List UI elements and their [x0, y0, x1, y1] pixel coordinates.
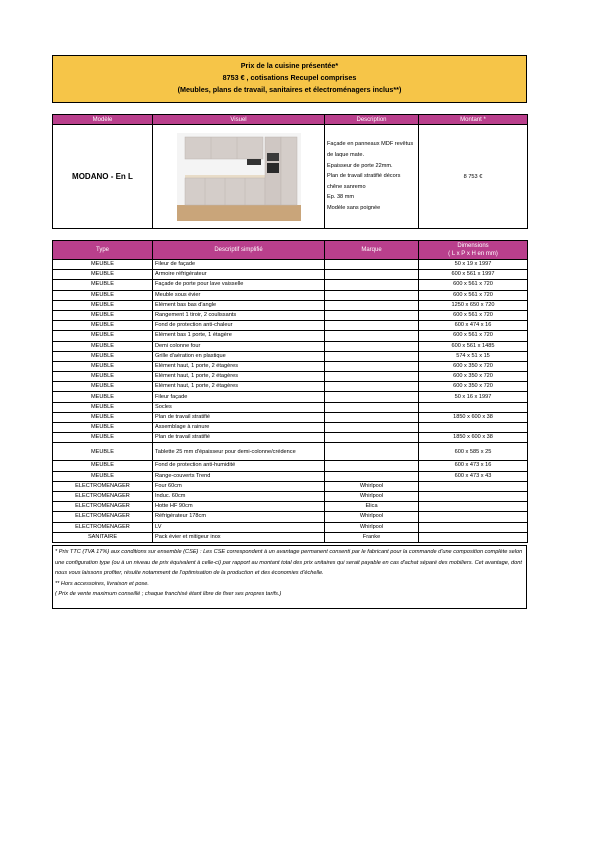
row-brand: Whirlpool: [325, 522, 419, 532]
row-brand: [325, 433, 419, 443]
table-row: [53, 260, 528, 270]
row-dimensions: 1850 x 600 x 38: [419, 433, 528, 443]
kitchen-visual-cell: [153, 125, 325, 229]
price-header-box: [52, 55, 527, 103]
row-dimensions: 600 x 561 x 720: [419, 331, 528, 341]
row-type: MEUBLE: [53, 351, 153, 361]
row-description: Assemblage à rainure: [153, 423, 325, 433]
row-description: Fond de protection anti-chaleur: [153, 321, 325, 331]
row-dimensions: [419, 532, 528, 542]
row-type: MEUBLE: [53, 290, 153, 300]
row-brand: [325, 392, 419, 402]
row-type: MEUBLE: [53, 331, 153, 341]
table-row: [53, 290, 528, 300]
row-description: Hotte HF 90cm: [153, 502, 325, 512]
header-description: Description: [325, 115, 419, 125]
row-dimensions: 1850 x 600 x 38: [419, 412, 528, 422]
row-dimensions: [419, 402, 528, 412]
table-row: [53, 423, 528, 433]
row-brand: [325, 260, 419, 270]
row-brand: [325, 361, 419, 371]
header-amount: Montant *: [419, 115, 528, 125]
table-row: [53, 522, 528, 532]
row-dimensions: 600 x 585 x 25: [419, 443, 528, 461]
footnote-box: [52, 545, 527, 609]
row-description: LV: [153, 522, 325, 532]
row-brand: [325, 461, 419, 471]
row-dimensions: 600 x 350 x 720: [419, 372, 528, 382]
table-row: [53, 491, 528, 501]
row-dimensions: [419, 512, 528, 522]
table-row: [53, 502, 528, 512]
row-description: Plan de travail stratifié: [153, 433, 325, 443]
row-brand: Whirlpool: [325, 491, 419, 501]
table-row: [53, 461, 528, 471]
row-type: ELECTROMENAGER: [53, 481, 153, 491]
row-description: Fileur de façade: [153, 260, 325, 270]
row-dimensions: [419, 522, 528, 532]
row-brand: [325, 270, 419, 280]
model-table-header: [53, 115, 528, 125]
footnote-excluded: ** Hors accessoires, livraison et pose.: [55, 580, 149, 587]
table-row: [53, 392, 528, 402]
row-dimensions: 600 x 474 x 16: [419, 321, 528, 331]
desc-line: Façade en panneaux MDF revêtus de laque mate.: [327, 141, 414, 159]
row-brand: [325, 423, 419, 433]
row-type: ELECTROMENAGER: [53, 491, 153, 501]
row-description: Plan de travail stratifié: [153, 412, 325, 422]
row-description: Elément bas bas d'angle: [153, 300, 325, 310]
price-title: Prix de la cuisine présentée*: [240, 61, 339, 70]
table-row: [53, 321, 528, 331]
table-row: [53, 341, 528, 351]
table-row: [53, 361, 528, 371]
row-brand: Elica: [325, 502, 419, 512]
row-dimensions: 600 x 473 x 43: [419, 471, 528, 481]
row-type: ELECTROMENAGER: [53, 512, 153, 522]
row-description: Meuble sous évier: [153, 290, 325, 300]
row-type: MEUBLE: [53, 471, 153, 481]
table-row: [53, 300, 528, 310]
row-brand: [325, 331, 419, 341]
row-brand: [325, 402, 419, 412]
row-description: Induc. 60cm: [153, 491, 325, 501]
row-brand: [325, 321, 419, 331]
header-model: Modèle: [53, 115, 153, 125]
row-description: Réfrigérateur 178cm: [153, 512, 325, 522]
row-type: MEUBLE: [53, 280, 153, 290]
row-type: MEUBLE: [53, 443, 153, 461]
row-type: MEUBLE: [53, 433, 153, 443]
row-type: MEUBLE: [53, 461, 153, 471]
row-brand: [325, 280, 419, 290]
row-dimensions: 600 x 473 x 16: [419, 461, 528, 471]
row-dimensions: 600 x 350 x 720: [419, 382, 528, 392]
row-brand: [325, 341, 419, 351]
row-description: Socles: [153, 402, 325, 412]
row-brand: Whirlpool: [325, 481, 419, 491]
row-description: Rangement 1 tiroir, 2 coulissants: [153, 310, 325, 320]
row-type: MEUBLE: [53, 260, 153, 270]
header-type: Type: [53, 241, 153, 260]
row-dimensions: 600 x 561 x 720: [419, 290, 528, 300]
row-brand: Franke: [325, 532, 419, 542]
header-visual: Visuel: [153, 115, 325, 125]
row-description: Elément haut, 1 porte, 2 étagères: [153, 382, 325, 392]
row-description: Demi colonne four: [153, 341, 325, 351]
row-dimensions: 574 x 51 x 15: [419, 351, 528, 361]
items-table-header: [53, 241, 528, 260]
table-row: [53, 412, 528, 422]
row-description: Pack évier et mitigeur inox: [153, 532, 325, 542]
table-row: [53, 532, 528, 542]
header-dimensions-unit: ( L x P x H en mm): [448, 251, 498, 257]
row-dimensions: 600 x 350 x 720: [419, 361, 528, 371]
row-description: Fileur façade: [153, 392, 325, 402]
table-row: [53, 402, 528, 412]
row-type: MEUBLE: [53, 270, 153, 280]
row-brand: [325, 310, 419, 320]
model-amount: 8 753 €: [419, 125, 528, 229]
row-type: MEUBLE: [53, 372, 153, 382]
row-brand: [325, 372, 419, 382]
row-brand: Whirlpool: [325, 512, 419, 522]
row-dimensions: [419, 502, 528, 512]
row-dimensions: [419, 423, 528, 433]
table-row: [53, 471, 528, 481]
row-dimensions: 50 x 19 x 1997: [419, 260, 528, 270]
row-description: Façade de porte pour lave vaisselle: [153, 280, 325, 290]
row-brand: [325, 290, 419, 300]
row-dimensions: 50 x 16 x 1997: [419, 392, 528, 402]
row-brand: [325, 412, 419, 422]
desc-line: Ep. 38 mm: [327, 194, 355, 201]
row-description: Elément haut, 1 porte, 2 étagères: [153, 361, 325, 371]
row-type: SANITAIRE: [53, 532, 153, 542]
table-row: [53, 280, 528, 290]
row-description: Grille d'aération en plastique: [153, 351, 325, 361]
table-row: [53, 270, 528, 280]
desc-line: Epaisseur de porte 22mm.: [327, 162, 393, 169]
row-dimensions: [419, 481, 528, 491]
row-description: Tablette 25 mm d'épaisseur pour demi-colonne/crédence: [153, 443, 325, 461]
table-row: [53, 382, 528, 392]
row-dimensions: 600 x 561 x 1997: [419, 270, 528, 280]
row-description: Armoire réfrigérateur: [153, 270, 325, 280]
model-description: [325, 125, 419, 229]
row-type: MEUBLE: [53, 392, 153, 402]
header-brand: Marque: [325, 241, 419, 260]
price-scope-line: (Meubles, plans de travail, sanitaires et électroménagers inclus**): [177, 85, 402, 94]
row-type: MEUBLE: [53, 310, 153, 320]
row-type: MEUBLE: [53, 300, 153, 310]
price-amount-line: 8753 € , cotisations Recupel comprises: [222, 73, 357, 82]
row-type: MEUBLE: [53, 382, 153, 392]
row-type: ELECTROMENAGER: [53, 522, 153, 532]
model-table: [52, 114, 528, 229]
row-description: Elément haut, 1 porte, 2 étagères: [153, 372, 325, 382]
row-brand: [325, 443, 419, 461]
model-name: MODANO - En L: [53, 125, 153, 229]
header-dimensions: [419, 241, 528, 260]
row-description: Elément bas 1 porte, 1 étagère: [153, 331, 325, 341]
header-dimensions-title: Dimensions: [457, 243, 489, 249]
row-dimensions: 600 x 561 x 720: [419, 310, 528, 320]
row-type: MEUBLE: [53, 341, 153, 351]
row-type: MEUBLE: [53, 412, 153, 422]
desc-line: Plan de travail stratifié décors chêne sanremo: [327, 173, 401, 190]
items-table-body: [53, 260, 528, 543]
table-row: [53, 481, 528, 491]
row-type: MEUBLE: [53, 423, 153, 433]
footnote-cse: * Prix TTC (TVA 17%) aux conditions sur ensemble (CSE) : Les CSE correspondent à un avantage permanent consenti par le fabricant pour la commande d'une composition complète selon une configuration type (ou à un niveau de prix équivalent à celle-ci) par rapport au montant total des prix unitaires qui serait payable en cas d'achat séparé des mobiliers. Cet avantage, dont nous vous laissons profiter, résulte notamment de l'optimisation de la production et des économies d'échelle.: [55, 549, 523, 576]
row-dimensions: 600 x 561 x 1485: [419, 341, 528, 351]
row-brand: [325, 471, 419, 481]
kitchen-render-image: [177, 133, 301, 221]
model-row: [53, 125, 528, 229]
table-row: [53, 331, 528, 341]
table-row: [53, 372, 528, 382]
row-dimensions: [419, 491, 528, 501]
row-type: MEUBLE: [53, 361, 153, 371]
table-row: [53, 433, 528, 443]
table-row: [53, 310, 528, 320]
row-type: ELECTROMENAGER: [53, 502, 153, 512]
row-description: Range-couverts Trend: [153, 471, 325, 481]
row-description: Four 60cm: [153, 481, 325, 491]
items-table: [52, 240, 528, 543]
row-type: MEUBLE: [53, 402, 153, 412]
row-type: MEUBLE: [53, 321, 153, 331]
table-row: [53, 512, 528, 522]
table-row: [53, 351, 528, 361]
row-brand: [325, 300, 419, 310]
row-description: Fond de protection anti-humidité: [153, 461, 325, 471]
header-simplified-description: Descriptif simplifié: [153, 241, 325, 260]
row-dimensions: 600 x 561 x 720: [419, 280, 528, 290]
row-brand: [325, 382, 419, 392]
row-dimensions: 1250 x 650 x 720: [419, 300, 528, 310]
desc-line: Modèle sans poignée: [327, 204, 381, 211]
footnote-price-note: ( Prix de vente maximum conseillé ; chaque franchisé étant libre de fixer ses propres tarifs.): [55, 591, 282, 597]
row-brand: [325, 351, 419, 361]
table-row: [53, 443, 528, 461]
